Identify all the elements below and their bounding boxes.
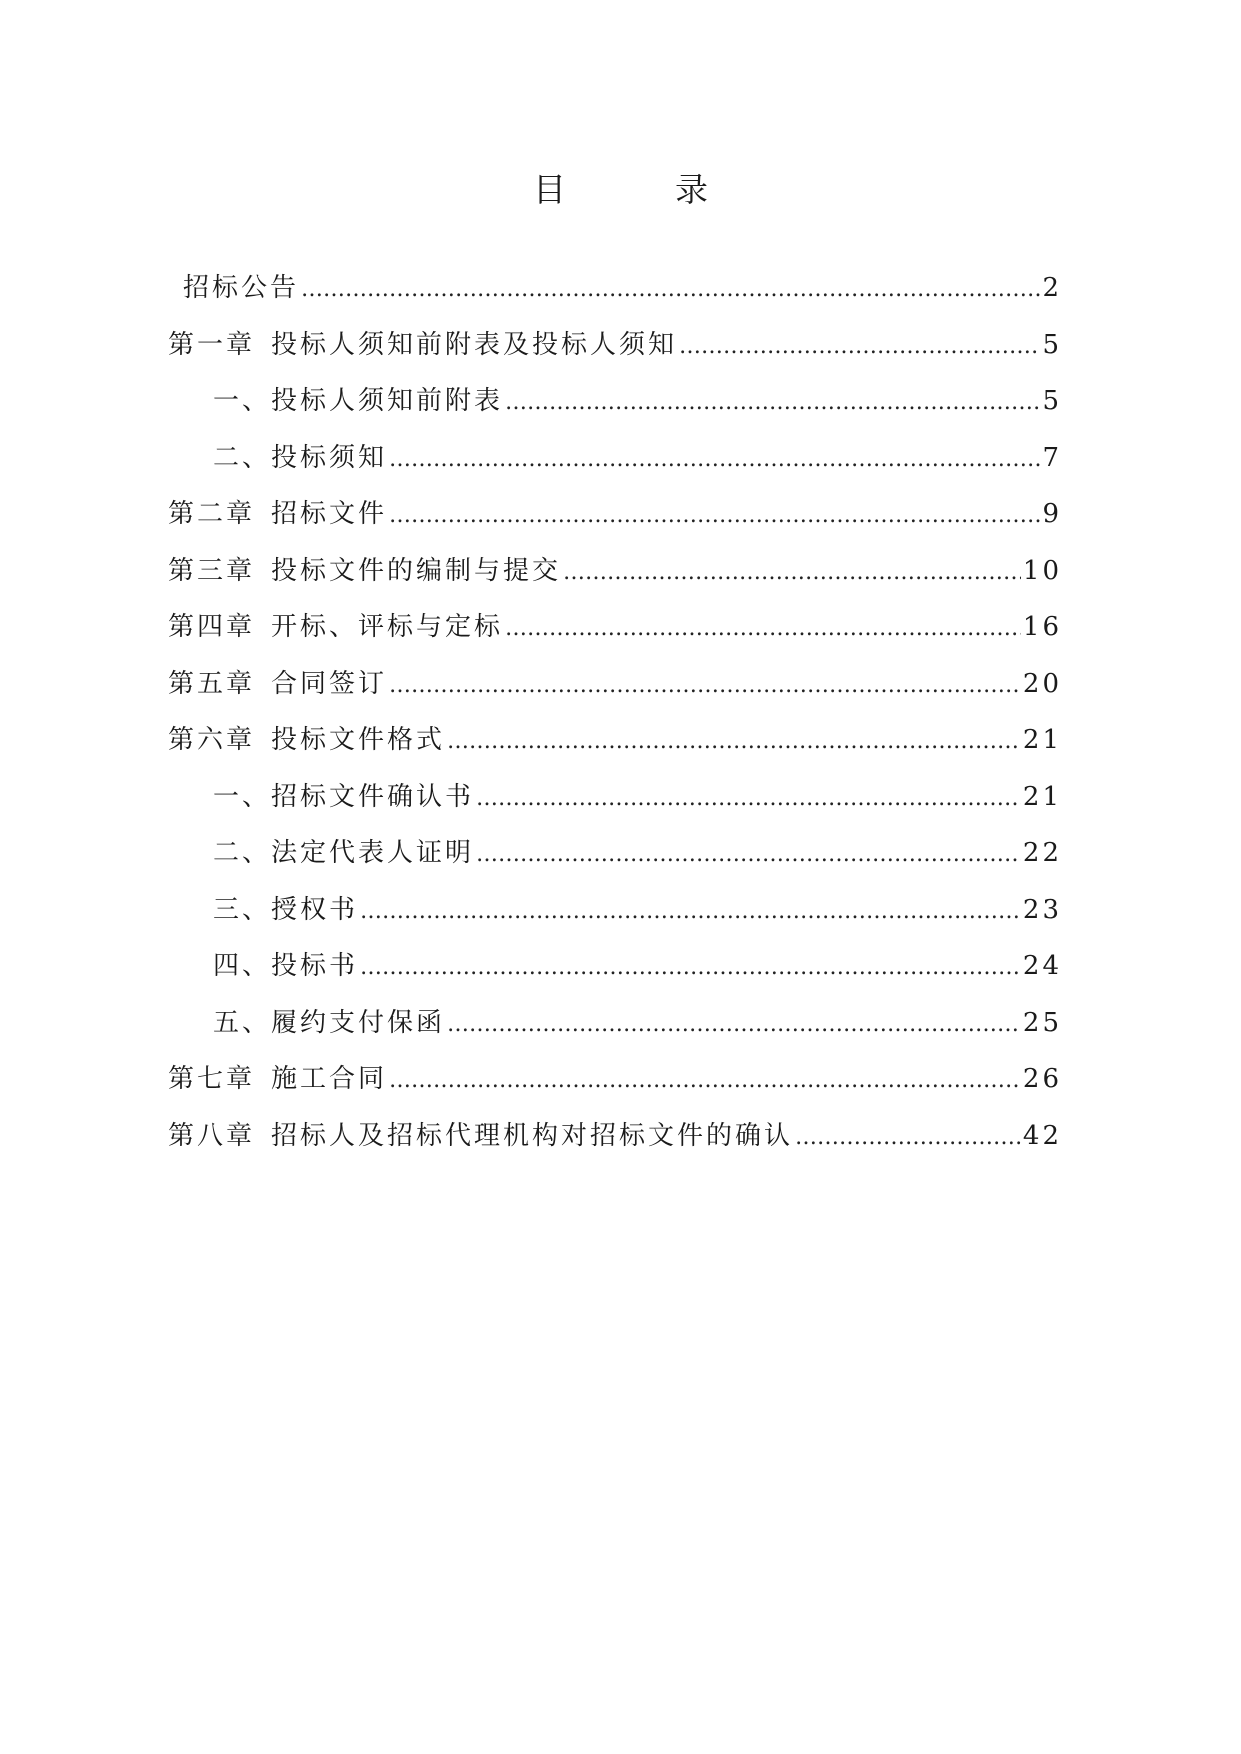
toc-entry[interactable] [213,1003,1062,1043]
toc-chapter-label: 第七章 [168,1064,256,1094]
toc-page-number: 21 [1022,725,1062,755]
toc-leader [447,722,1021,760]
toc-page-number: 42 [1022,1121,1062,1151]
toc-entry[interactable] [168,1059,1062,1099]
toc-entry[interactable] [213,833,1062,873]
toc-leader [476,835,1021,873]
toc-leader [389,1061,1021,1099]
toc-entry-title: 投标文件格式 [271,725,446,755]
toc-chapter-label: 第六章 [168,725,256,755]
toc-leader [360,892,1021,930]
toc-page-number: 9 [1042,499,1062,529]
toc-entry[interactable] [213,438,1062,478]
toc-page-number: 16 [1022,612,1062,642]
toc-entry[interactable] [168,720,1062,760]
toc-entry-title: 四、投标书 [213,951,359,981]
toc-leader [563,553,1021,591]
toc-entry[interactable] [213,381,1062,421]
toc-chapter-label: 第四章 [168,612,256,642]
toc-entry-title: 合同签订 [271,669,388,699]
toc-page-number: 10 [1022,556,1062,586]
toc-entry-title: 投标人须知前附表及投标人须知 [271,330,678,360]
toc-page-number: 24 [1022,951,1062,981]
toc-chapter-label: 第二章 [168,499,256,529]
toc-entry-title: 一、招标文件确认书 [213,782,475,812]
toc-entry-title: 三、授权书 [213,895,359,925]
toc-leader [360,948,1021,986]
toc-leader [389,496,1040,534]
toc-leader [505,609,1021,647]
toc-page-number: 5 [1042,330,1062,360]
toc-entry-title: 二、法定代表人证明 [213,838,475,868]
toc-entry-title: 施工合同 [271,1064,388,1094]
toc-entry[interactable] [168,607,1062,647]
toc-entry-title: 招标文件 [271,499,388,529]
toc-leader [301,270,1040,308]
toc-entry-title: 二、投标须知 [213,443,388,473]
toc-chapter-label: 第一章 [168,330,256,360]
toc-chapter-label: 第三章 [168,556,256,586]
toc-chapter-label: 第八章 [168,1121,256,1151]
toc-entry-title: 开标、评标与定标 [271,612,504,642]
toc-leader [795,1118,1021,1156]
toc-page-number: 25 [1022,1008,1062,1038]
toc-entry[interactable] [183,268,1062,308]
toc-page-number: 7 [1042,443,1062,473]
toc-entry-title: 招标人及招标代理机构对招标文件的确认 [271,1121,794,1151]
toc-leader [389,440,1040,478]
toc-leader [389,666,1021,704]
page-title: 目 录 [533,170,746,209]
toc-page-number: 5 [1042,386,1062,416]
toc-page-number: 2 [1042,273,1062,303]
toc-entry[interactable] [168,664,1062,704]
toc-page-number: 23 [1022,895,1062,925]
toc-entry[interactable] [168,1116,1062,1156]
toc-entry[interactable] [168,494,1062,534]
toc-entry-title: 招标公告 [183,273,300,303]
toc-page-number: 21 [1022,782,1062,812]
toc-entry-title: 投标文件的编制与提交 [271,556,562,586]
toc-entry[interactable] [213,777,1062,817]
toc-page-number: 22 [1022,838,1062,868]
toc-entry[interactable] [213,890,1062,930]
toc-entry[interactable] [168,325,1062,365]
toc-leader [679,327,1040,365]
toc-leader [505,383,1040,421]
toc-page-number: 20 [1022,669,1062,699]
toc-entry-title: 一、投标人须知前附表 [213,386,504,416]
toc-entry-title: 五、履约支付保函 [213,1008,446,1038]
toc-leader [476,779,1021,817]
toc-entry[interactable] [168,551,1062,591]
toc-page-number: 26 [1022,1064,1062,1094]
toc-leader [447,1005,1021,1043]
toc-entry[interactable] [213,946,1062,986]
toc-chapter-label: 第五章 [168,669,256,699]
